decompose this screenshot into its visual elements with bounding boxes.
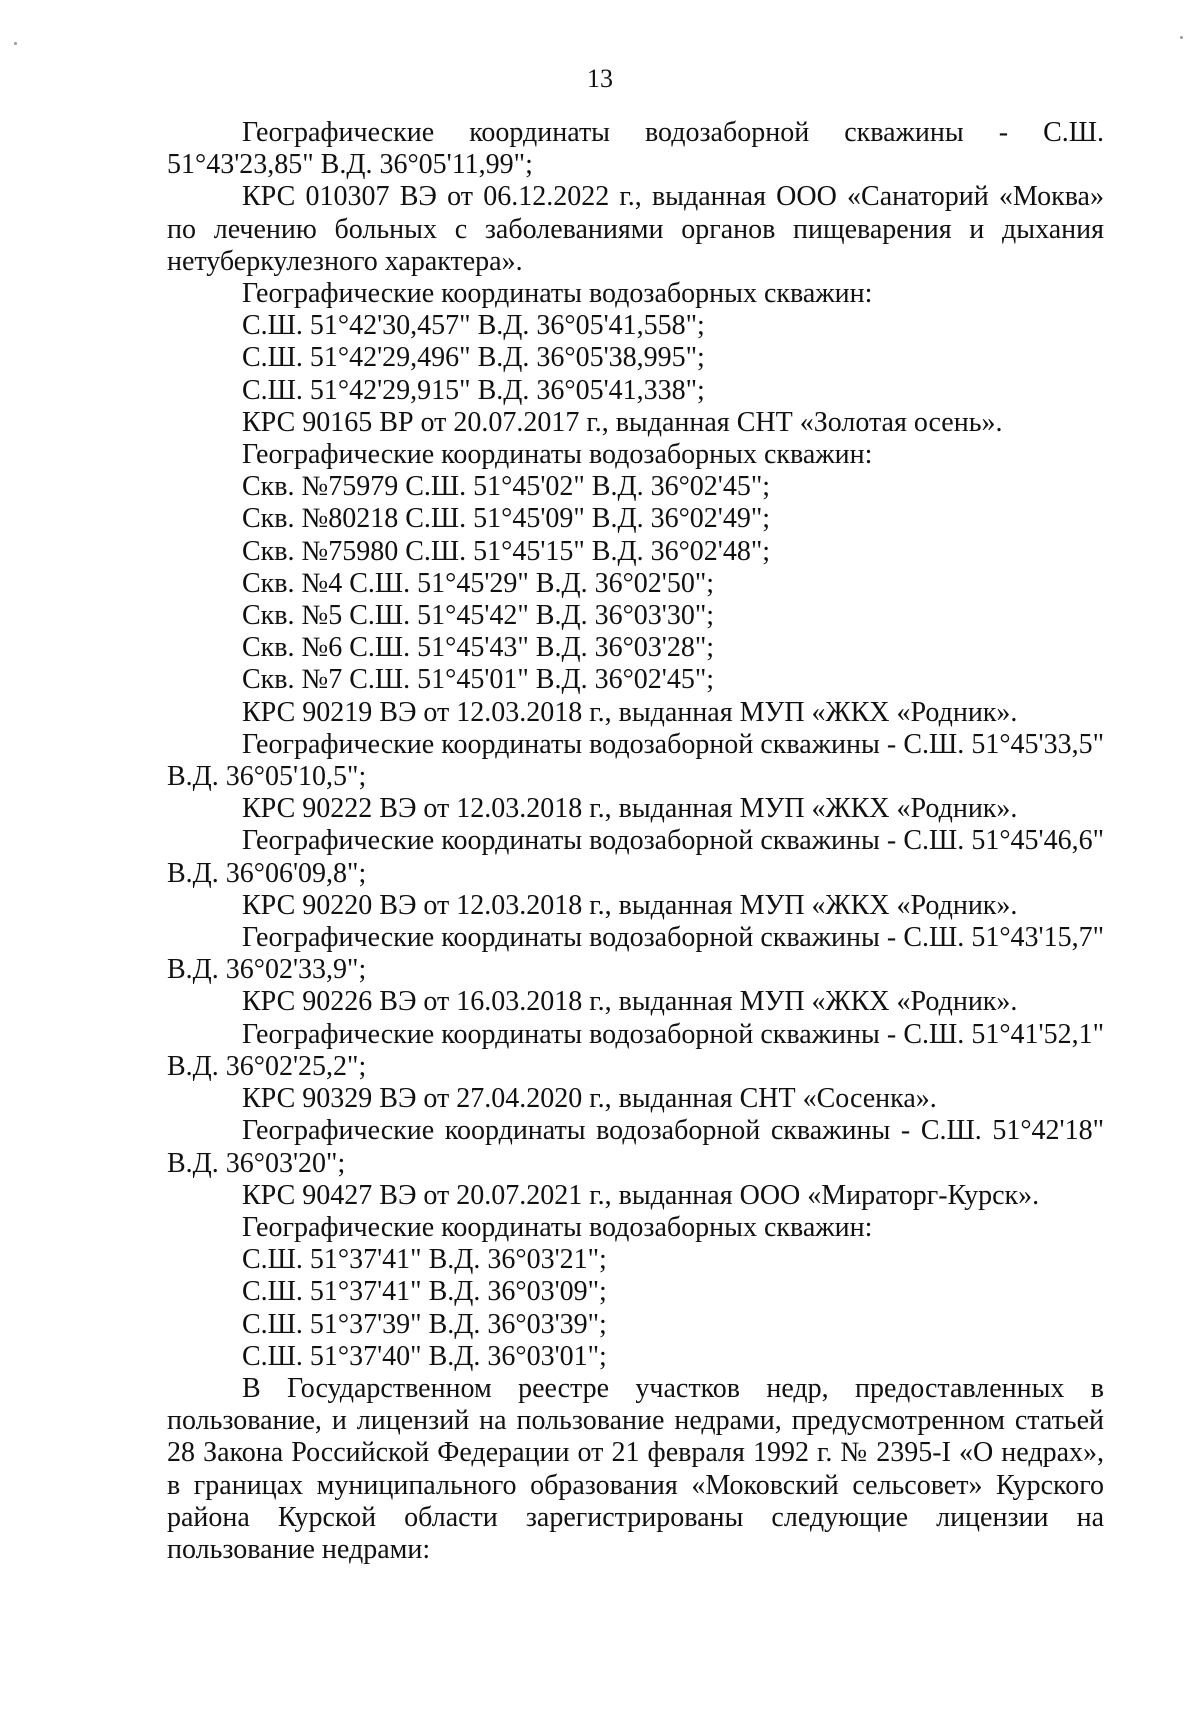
well-coordinate-line: Скв. №4 С.Ш. 51°45'29" В.Д. 36°02'50"; (242, 567, 715, 599)
coordinate-line: С.Ш. 51°37'39" В.Д. 36°03'39"; (242, 1308, 607, 1340)
license-line: КРС 90427 ВЭ от 20.07.2021 г., выданная ООО «Мираторг-Курск». (242, 1179, 1040, 1211)
coordinate-line: С.Ш. 51°42'30,457" В.Д. 36°05'41,558"; (242, 310, 705, 342)
coordinate-line: С.Ш. 51°42'29,496" В.Д. 36°05'38,995"; (242, 342, 705, 374)
license-line: КРС 90329 ВЭ от 27.04.2020 г., выданная СНТ «Сосенка». (242, 1083, 937, 1115)
coordinates-paragraph: Географические координаты водозаборной скважины - С.Ш. 51°43'23,85" В.Д. 36°05'11,99"; (167, 117, 1104, 181)
coordinate-line: С.Ш. 51°42'29,915" В.Д. 36°05'41,338"; (242, 374, 705, 406)
coordinate-line: С.Ш. 51°37'41" В.Д. 36°03'09"; (242, 1276, 607, 1308)
document-body (167, 117, 1104, 1566)
coordinates-heading: Географические координаты водозаборных скважин: (242, 278, 873, 310)
coordinates-paragraph: Географические координаты водозаборной скважины - С.Ш. 51°41'52,1" В.Д. 36°02'25,2"; (167, 1018, 1104, 1082)
coordinate-line: С.Ш. 51°37'40" В.Д. 36°03'01"; (242, 1340, 607, 1372)
scan-speck (14, 42, 17, 45)
well-coordinate-line: Скв. №75980 С.Ш. 51°45'15" В.Д. 36°02'48"; (242, 535, 771, 567)
well-coordinate-line: Скв. №6 С.Ш. 51°45'43" В.Д. 36°03'28"; (242, 632, 715, 664)
registry-paragraph: В Государственном реестре участков недр, предоставленных в пользование, и лицензий на пользование недрами, предусмотренном статьей 28 Закона Российской Федерации от 21 февраля 1992 г. № 2395-I «О недрах», в границах муниципального образования «Моковский сельсовет» Курского района Курской области зарегистрированы следующие лицензии на пользование недрами: (167, 1372, 1104, 1565)
license-line: КРС 90222 ВЭ от 12.03.2018 г., выданная МУП «ЖКХ «Родник». (242, 793, 1018, 825)
well-coordinate-line: Скв. №75979 С.Ш. 51°45'02" В.Д. 36°02'45"; (242, 471, 771, 503)
coordinates-paragraph: Географические координаты водозаборной скважины - С.Ш. 51°45'46,6" В.Д. 36°06'09,8"; (167, 825, 1104, 889)
coordinates-paragraph: Географические координаты водозаборной скважины - С.Ш. 51°42'18" В.Д. 36°03'20"; (167, 1115, 1104, 1179)
well-coordinate-line: Скв. №80218 С.Ш. 51°45'09" В.Д. 36°02'49"; (242, 503, 771, 535)
coordinates-paragraph: Географические координаты водозаборной скважины - С.Ш. 51°45'33,5" В.Д. 36°05'10,5"; (167, 728, 1104, 793)
well-coordinate-line: Скв. №5 С.Ш. 51°45'42" В.Д. 36°03'30"; (242, 600, 715, 632)
license-line: КРС 90220 ВЭ от 12.03.2018 г., выданная МУП «ЖКХ «Родник». (242, 889, 1018, 921)
coordinates-paragraph: Географические координаты водозаборной скважины - С.Ш. 51°43'15,7" В.Д. 36°02'33,9"; (167, 922, 1104, 986)
coordinates-heading: Географические координаты водозаборных скважин: (242, 439, 873, 471)
well-coordinate-line: Скв. №7 С.Ш. 51°45'01" В.Д. 36°02'45"; (242, 664, 715, 696)
coordinates-heading: Географические координаты водозаборных скважин: (242, 1211, 873, 1243)
license-line: КРС 90219 ВЭ от 12.03.2018 г., выданная МУП «ЖКХ «Родник». (242, 696, 1018, 728)
scan-speck (1180, 36, 1183, 39)
coordinate-line: С.Ш. 51°37'41" В.Д. 36°03'21"; (242, 1244, 607, 1276)
license-paragraph: КРС 010307 ВЭ от 06.12.2022 г., выданная ООО «Санаторий «Моква» по лечению больных с заболеваниями органов пищеварения и дыхания нетуберкулезного характера». (167, 181, 1104, 277)
page-number: 13 (587, 64, 613, 93)
license-line: КРС 90165 ВР от 20.07.2017 г., выданная СНТ «Золотая осень». (242, 406, 1003, 438)
license-line: КРС 90226 ВЭ от 16.03.2018 г., выданная МУП «ЖКХ «Родник». (242, 986, 1018, 1018)
